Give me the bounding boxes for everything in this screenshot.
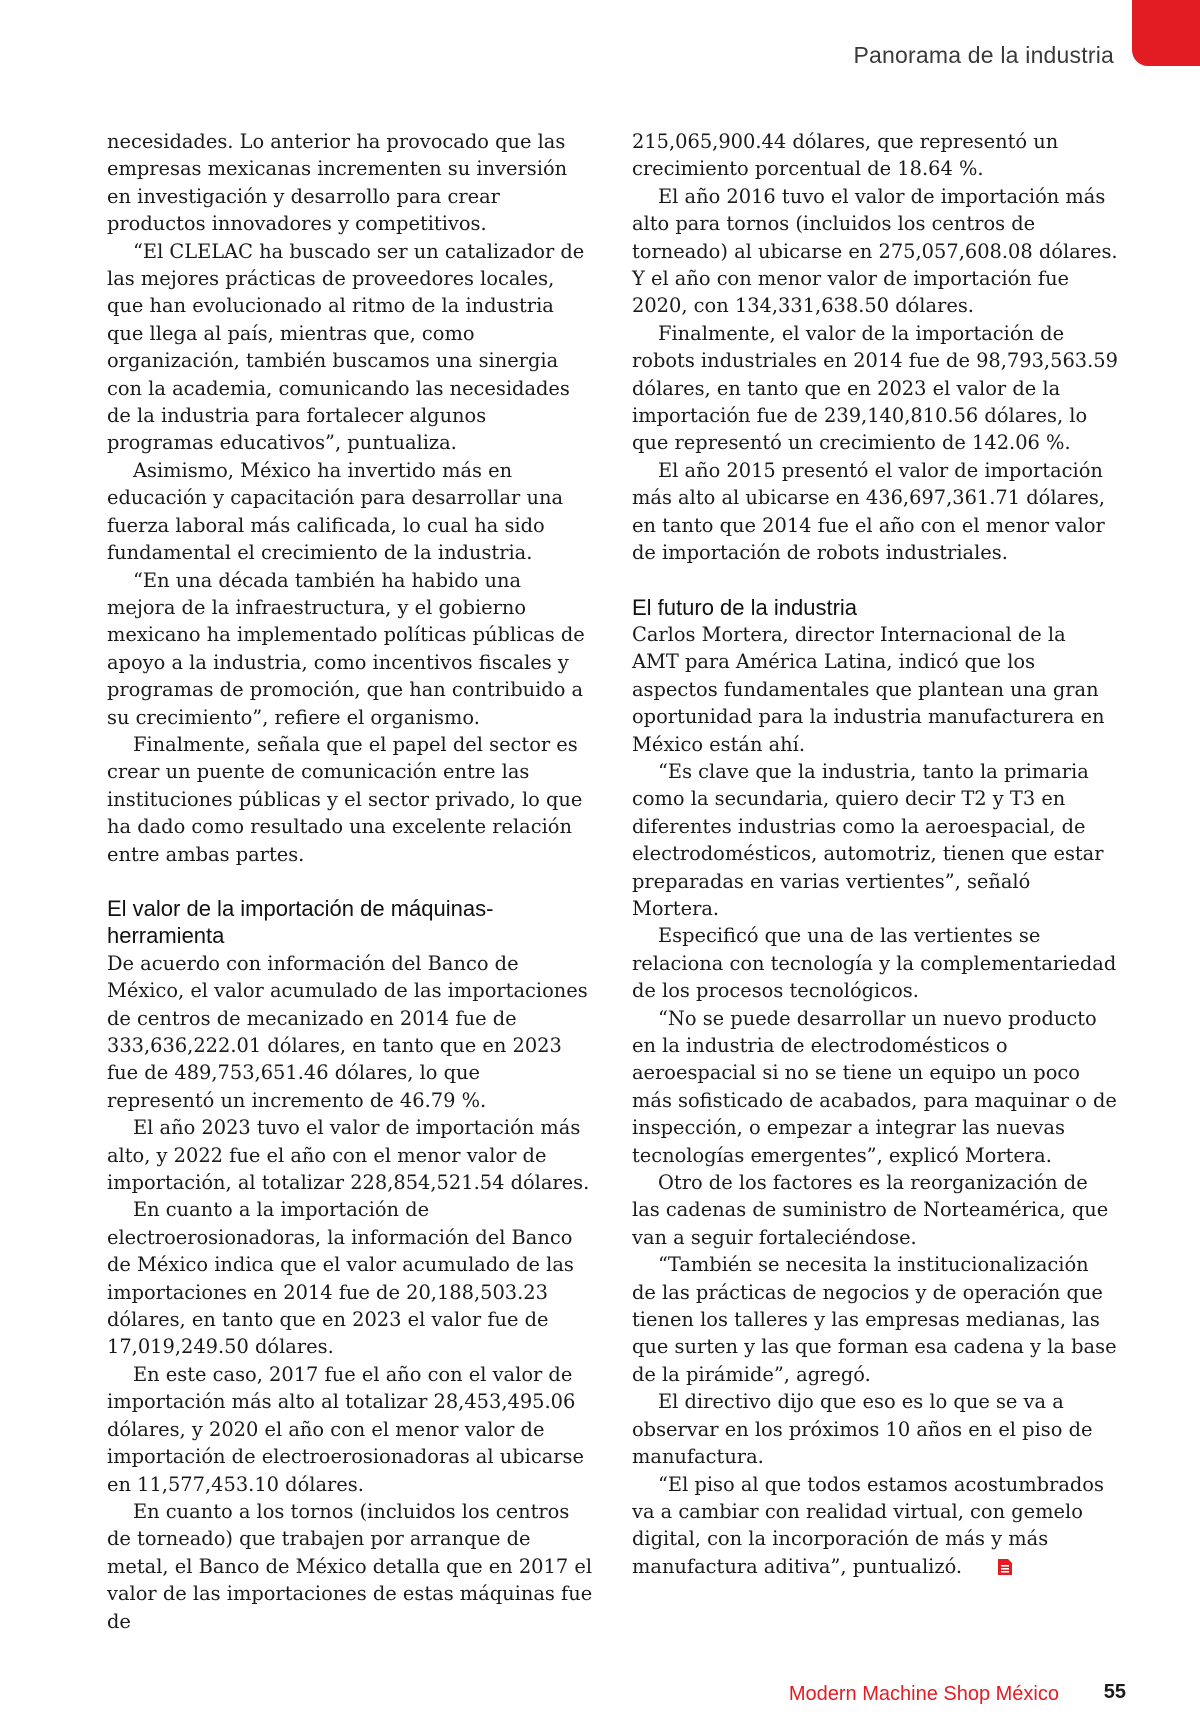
paragraph: Finalmente, el valor de la importación de robots industriales en 2014 fue de 98,793,563.59 dólares, en tanto que en 2023 el valor de la importación fue de 239,140,810.56 dólares, lo que representó un crecimiento de 142.06 %.	[632, 321, 1118, 455]
paragraph: Finalmente, señala que el papel del sector es crear un puente de comunicación entre las instituciones públicas y el sector privado, lo que ha dado como resultado una excelente relación entre ambas partes.	[107, 732, 583, 866]
paragraph: El directivo dijo que eso es lo que se va a observar en los próximos 10 años en el piso de manufactura.	[632, 1390, 1093, 1469]
paragraph: El año 2016 tuvo el valor de importación más alto para tornos (incluidos los centros de torneado) al ubicarse en 275,057,608.08 dólares. Y el año con menor valor de importación fue 2020, con 134,331,638.50 dólares.	[632, 184, 1118, 318]
paragraph: Carlos Mortera, director Internacional de la AMT para América Latina, indicó que los aspectos fundamentales que plantean una gran oportunidad para la industria manufacturera en México están ahí.	[632, 622, 1105, 756]
paragraph: “El CLELAC ha buscado ser un catalizador de las mejores prácticas de proveedores locales, que han evolucionado al ritmo de la industria que llega al país, mientras que, como organización, también buscamos una sinergia con la academia, comunicando las necesidades de la industria para fortalecer algunos programas educativos”, puntualiza.	[107, 239, 585, 455]
paragraph: De acuerdo con información del Banco de México, el valor acumulado de las importaciones de centros de mecanizado en 2014 fue de 333,636,222.01 dólares, en tanto que en 2023 fue de 489,753,651.46 dólares, lo que representó un incremento de 46.79 %.	[107, 951, 588, 1112]
footer-publication-title: Modern Machine Shop México	[788, 1683, 1059, 1705]
left-column	[107, 128, 593, 1635]
paragraph: Otro de los factores es la reorganización de las cadenas de suministro de Norteamérica, que van a seguir fortaleciéndose.	[632, 1171, 1109, 1249]
paragraph: En cuanto a los tornos (incluidos los centros de torneado) que trabajen por arranque de metal, el Banco de México detalla que en 2017 el valor de las importaciones de estas máquinas fue de	[107, 1499, 593, 1633]
paragraph: El año 2015 presentó el valor de importación más alto al ubicarse en 436,697,361.71 dólares, en tanto que 2014 fue el año con el menor valor de importación de robots industriales.	[632, 458, 1105, 565]
paragraph: “También se necesita la institucionalización de las prácticas de negocios y de operación que tienen los talleres y las empresas medianas, las que surten y las que forman esa cadena y la base de la pirámide”, agregó.	[632, 1253, 1117, 1386]
paragraph: “Es clave que la industria, tanto la primaria como la secundaria, quiero decir T2 y T3 en diferentes industrias como la aeroespacial, de electrodomésticos, automotriz, tienen que estar preparadas en varias vertientes”, señaló Mortera.	[632, 759, 1104, 920]
paragraph: “No se puede desarrollar un nuevo producto en la industria de electrodomésticos o aeroespacial si no se tiene un equipo un poco más sofisticado de acabados, para maquinar o de inspección, o empezar a integrar las nuevas tecnologías emergentes”, explicó Mortera.	[632, 1006, 1117, 1167]
paragraph: En este caso, 2017 fue el año con el valor de importación más alto al totalizar 28,453,495.06 dólares, y 2020 el año con el menor valor de importación de electroerosionadoras al ubicarse en 11,577,453.10 dólares.	[107, 1362, 584, 1496]
section-heading: El valor de la importación de máquinas-herramienta	[107, 895, 494, 949]
last-paragraph	[632, 1471, 1118, 1581]
page-number: 55	[1103, 1681, 1126, 1703]
paragraph: Asimismo, México ha invertido más en educación y capacitación para desarrollar una fuerza laboral más calificada, lo cual ha sido fundamental el crecimiento de la industria.	[107, 458, 564, 565]
spacer	[107, 868, 593, 895]
paragraph: En cuanto a la importación de electroerosionadoras, la información del Banco de México indica que el valor acumulado de las importaciones en 2014 fue de 20,188,503.23 dólares, en tanto que en 2023 el valor fue de 17,019,249.50 dólares.	[107, 1198, 574, 1359]
corner-tab	[1132, 0, 1200, 66]
running-head: Panorama de la industria	[853, 42, 1114, 68]
end-of-article-icon	[972, 1555, 986, 1571]
paragraph: “En una década también ha habido una mejora de la infraestructura, y el gobierno mexicano ha implementado políticas públicas de apoyo a la industria, como incentivos fiscales y programas de promoción, que han contribuido a su crecimiento”, refiere el organismo.	[107, 568, 585, 729]
paragraph: necesidades. Lo anterior ha provocado que las empresas mexicanas incrementen su inversión en investigación y desarrollo para crear productos innovadores y competitivos.	[107, 130, 568, 236]
right-column	[632, 128, 1118, 1580]
section-heading: El futuro de la industria	[632, 594, 858, 620]
paragraph: 215,065,900.44 dólares, que representó un crecimiento porcentual de 18.64 %.	[632, 130, 1059, 181]
paragraph: El año 2023 tuvo el valor de importación más alto, y 2022 fue el año con el menor valor de importación, al totalizar 228,854,521.54 dólares.	[107, 1116, 590, 1195]
paragraph: Especificó que una de las vertientes se relaciona con tecnología y la complementariedad de los procesos tecnológicos.	[632, 924, 1117, 1003]
paragraph-text: “El piso al que todos estamos acostumbrados va a cambiar con realidad virtual, con gemelo digital, con la incorporación de más y más manufactura aditiva”, puntualizó.	[632, 1472, 1104, 1578]
spacer	[632, 567, 1118, 594]
